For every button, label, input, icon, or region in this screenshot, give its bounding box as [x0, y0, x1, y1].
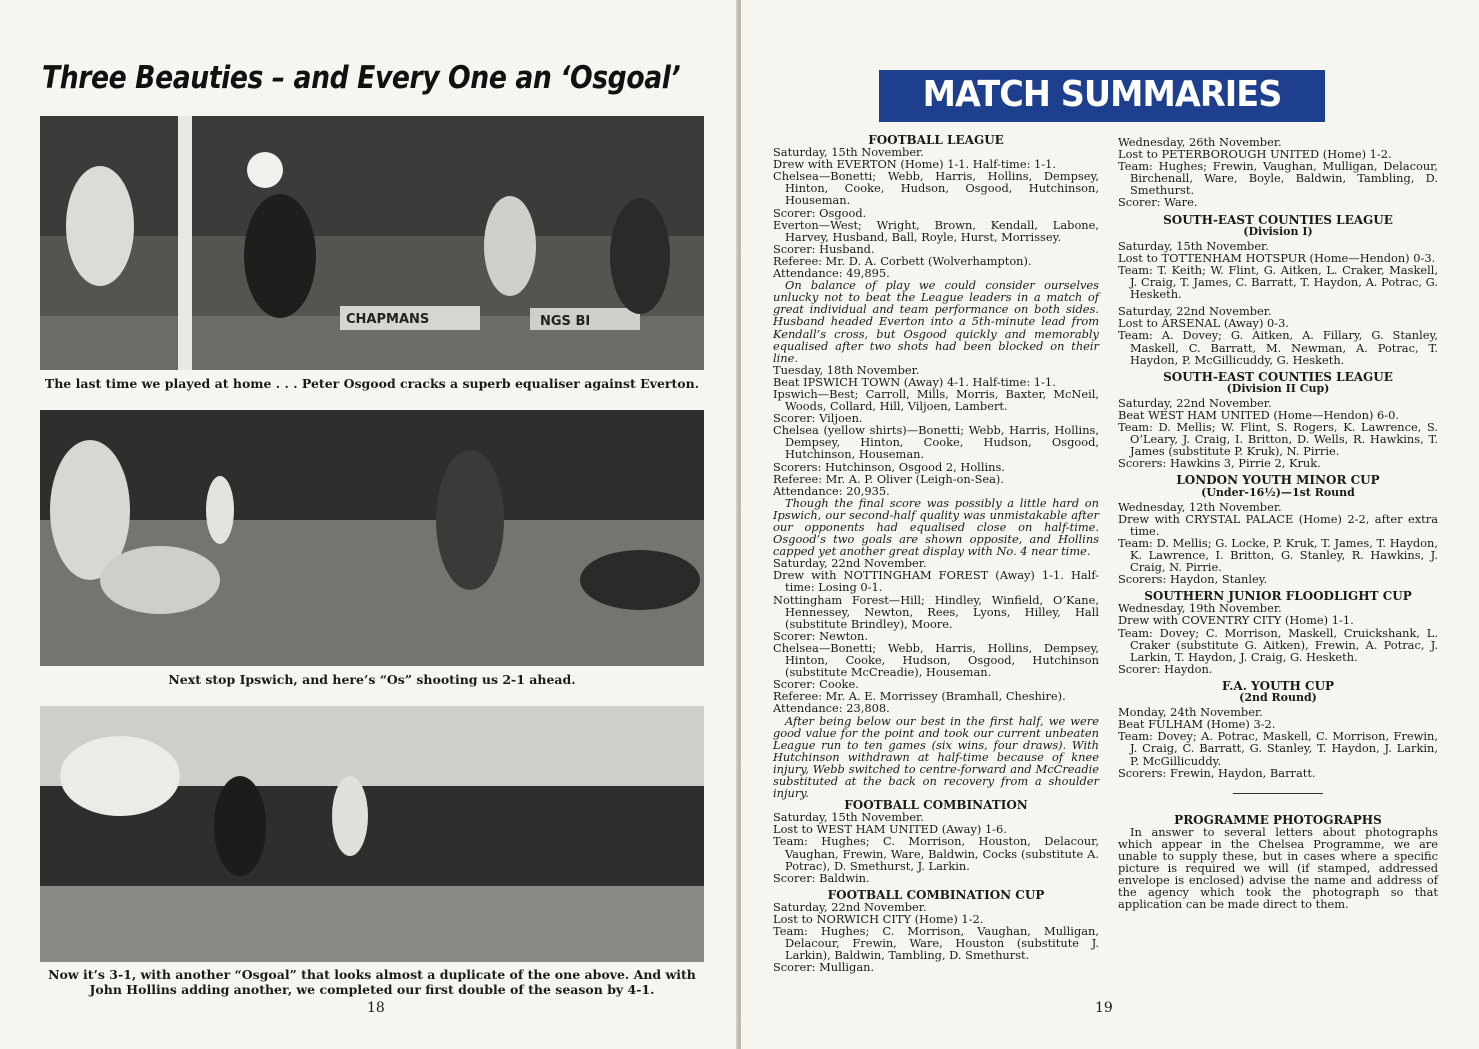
scorer-line: Scorer: Ware. [1118, 195, 1198, 210]
team-line: Team: A. Dovey; G. Aitken, A. Fillary, G. Stanley, Maskell, C. Barratt, M. Newman, A. Potrac, T. Haydon, P. McGillicuddy, G. Hesketh. [1118, 328, 1438, 367]
summaries-column-a [773, 134, 1099, 973]
opponent-scorer-line: Scorer: Husband. [773, 241, 875, 256]
match-date: Saturday, 22nd November. [773, 556, 927, 571]
team-line: Team: Dovey; C. Morrison, Maskell, Cruickshank, L. Craker (substitute G. Aitken), Frewin, A. Potrac, J. Larkin, T. Haydon, J. Craig, G. Hesketh. [1118, 625, 1438, 664]
opponent-team-line: Everton—West; Wright, Brown, Kendall, Labone, Harvey, Husband, Ball, Royle, Hurst, Morrissey. [773, 217, 1099, 244]
notice-body: In answer to several letters about photographs which appear in the Chelsea Programme, we are unable to supply these, but in cases where a specific picture is required we will (if stamped, addressed envelope is enclosed) advise the name and address of the agency which took the photograph so that application can be made direct to them. [1118, 824, 1438, 912]
section-subheading: (2nd Round) [1239, 691, 1317, 705]
team-line: Chelsea—Bonetti; Webb, Harris, Hollins, Dempsey, Hinton, Cooke, Hudson, Osgood, Hutchinson, Houseman. [773, 169, 1099, 208]
opponent-team-line: Ipswich—Best; Carroll, Mills, Morris, Baxter, McNeil, Woods, Collard, Hill, Viljoen, Lambert. [773, 386, 1099, 414]
match-result: Drew with EVERTON (Home) 1-1. Half-time: 1-1. [773, 157, 1057, 172]
section-heading: F.A. YOUTH CUP [1221, 678, 1335, 693]
page-number-left: 18 [367, 1000, 385, 1016]
match-comment: On balance of play we could consider ourselves unlucky not to beat the League leaders in a match of great individual and team performance on both sides. Husband headed Everton into a 5th-minute lead from Kendall’s cross, but Osgood quickly and memorably equalised after two shots had been blocked on their line. [773, 278, 1099, 365]
page-18 [0, 0, 738, 1049]
section-subheading: (Division I) [1243, 224, 1313, 238]
match-date: Saturday, 15th November. [1118, 238, 1269, 253]
section-subheading: (Division II Cup) [1226, 381, 1330, 395]
match-result: Lost to ARSENAL (Away) 0-3. [1118, 316, 1289, 331]
match-result: Lost to PETERBOROUGH UNITED (Home) 1-2. [1118, 147, 1392, 162]
team-line: Team: T. Keith; W. Flint, G. Aitken, L. Craker, Maskell, J. Craig, T. James, C. Barratt, T. Haydon, A. Potrac, G. Hesketh. [1118, 262, 1438, 302]
match-date: Saturday, 22nd November. [1118, 395, 1272, 410]
match-date: Wednesday, 26th November. [1118, 135, 1282, 149]
section-divider [1233, 793, 1323, 794]
opponent-team-line: Nottingham Forest—Hill; Hindley, Winfield, O’Kane, Hennessey, Newton, Rees, Lyons, Hilley, Hall (substitute Brindley), Moore. [773, 592, 1099, 631]
team-line: Team: Hughes; Frewin, Vaughan, Mulligan, Delacour, Birchenall, Ware, Boyle, Baldwin, Tambling, D. Smethurst. [1118, 159, 1438, 198]
summaries-column-b [1118, 136, 1438, 910]
team-line: Chelsea (yellow shirts)—Bonetti; Webb, Harris, Hollins, Dempsey, Hinton, Cooke, Hudson, Osgood, Hutchinson, Houseman. [773, 423, 1099, 462]
attendance-line: Attendance: 23,808. [773, 701, 890, 716]
scorer-line: Scorer: Osgood. [773, 205, 867, 220]
match-result: Drew with CRYSTAL PALACE (Home) 2-2, after extra time. [1118, 511, 1438, 538]
match-date: Saturday, 15th November. [773, 145, 924, 160]
section-heading: LONDON YOUTH MINOR CUP [1176, 473, 1380, 488]
section-heading: SOUTH-EAST COUNTIES LEAGUE [1163, 369, 1393, 384]
scorer-line: Scorers: Frewin, Haydon, Barratt. [1118, 765, 1316, 780]
section-heading: FOOTBALL LEAGUE [868, 133, 1004, 147]
opponent-scorer-line: Scorer: Viljoen. [773, 411, 863, 426]
svg-text:NGS BI: NGS BI [540, 314, 591, 329]
attendance-line: Attendance: 20,935. [773, 483, 890, 498]
team-line: Team: Dovey; A. Potrac, Maskell, C. Morrison, Frewin, J. Craig, C. Barratt, G. Stanley, T. Haydon, J. Larkin, P. McGillicuddy. [1118, 729, 1438, 768]
scorer-line: Scorer: Cooke. [773, 677, 859, 692]
referee-line: Referee: Mr. A. E. Morrissey (Bramhall, Cheshire). [773, 689, 1066, 704]
section-heading: SOUTH-EAST COUNTIES LEAGUE [1163, 212, 1393, 227]
match-result: Lost to TOTTENHAM HOTSPUR (Home—Hendon) 0-3. [1118, 250, 1436, 265]
match-date: Wednesday, 12th November. [1118, 499, 1282, 514]
section-heading: FOOTBALL COMBINATION [844, 798, 1028, 813]
section-subheading: (Under-16½)—1st Round [1201, 485, 1355, 499]
match-summaries-banner [879, 70, 1325, 122]
referee-line: Referee: Mr. A. P. Oliver (Leigh-on-Sea). [773, 471, 1004, 486]
match-date: Monday, 24th November. [1118, 705, 1263, 720]
team-line: Team: Hughes; C. Morrison, Houston, Delacour, Vaughan, Frewin, Ware, Baldwin, Cocks (substitute A. Potrac), D. Smethurst, J. Larkin. [773, 834, 1099, 873]
match-result: Lost to NORWICH CITY (Home) 1-2. [773, 912, 984, 926]
photo-third-goal [40, 706, 704, 962]
match-comment: Though the final score was possibly a little hard on Ipswich, our second-half quality was unmistakable after our opponents had equalised close on half-time. Osgood’s two goals are shown opposite, and Hollins capped yet another great display with No. 4 near time. [773, 495, 1099, 559]
match-date: Saturday, 22nd November. [1118, 304, 1272, 319]
match-date: Tuesday, 18th November. [773, 362, 920, 377]
photo-caption-2: Next stop Ipswich, and here’s “Os” shooting us 2-1 ahead. [168, 672, 576, 687]
scorer-line: Scorers: Hutchinson, Osgood 2, Hollins. [773, 459, 1005, 474]
opponent-scorer-line: Scorer: Newton. [773, 628, 868, 643]
match-result: Lost to WEST HAM UNITED (Away) 1-6. [773, 822, 1007, 837]
section-heading: SOUTHERN JUNIOR FLOODLIGHT CUP [1144, 589, 1412, 604]
match-date: Wednesday, 19th November. [1118, 601, 1282, 616]
scorer-line: Scorer: Haydon. [1118, 661, 1213, 676]
team-line: Chelsea—Bonetti; Webb, Harris, Hollins, Dempsey, Hinton, Cooke, Hudson, Osgood, Hutchinson (substitute McCreadie), Houseman. [773, 640, 1099, 680]
match-date: Saturday, 15th November. [773, 810, 924, 825]
match-result: Beat IPSWICH TOWN (Away) 4-1. Half-time: 1-1. [773, 374, 1056, 389]
scorer-line: Scorer: Baldwin. [773, 870, 870, 885]
attendance-line: Attendance: 49,895. [773, 266, 890, 281]
team-line: Team: D. Mellis; G. Locke, P. Kruk, T. James, T. Haydon, K. Lawrence, I. Britton, G. Stanley, R. Hawkins, J. Craig, N. Pirrie. [1118, 535, 1438, 575]
referee-line: Referee: Mr. D. A. Corbett (Wolverhampton). [773, 253, 1032, 268]
team-line: Team: Hughes; C. Morrison, Vaughan, Mulligan, Delacour, Frewin, Ware, Houston (substitute J. Larkin), Baldwin, Tambling, D. Smethurst. [773, 924, 1099, 963]
photo-osgood-vs-everton [40, 116, 704, 370]
team-line: Team: D. Mellis; W. Flint, S. Rogers, K. Lawrence, S. O’Leary, J. Craig, I. Britton, D. Wells, R. Hawkins, T. James (substitute P. Kruk), N. Pirrie. [1118, 420, 1438, 459]
match-result: Drew with NOTTINGHAM FOREST (Away) 1-1. Half-time: Losing 0-1. [773, 568, 1099, 595]
scorer-line: Scorers: Hawkins 3, Pirrie 2, Kruk. [1118, 456, 1321, 471]
photo-caption-1: The last time we played at home . . . Peter Osgood cracks a superb equaliser against Everton. [44, 376, 700, 391]
section-heading: FOOTBALL COMBINATION CUP [827, 887, 1045, 902]
section-heading: PROGRAMME PHOTOGRAPHS [1174, 812, 1382, 827]
match-comment: After being below our best in the first half, we were good value for the point and took our current unbeaten League run to ten games (six wins, four draws). With Hutchinson withdrawn at half-time because of knee injury, Webb switched to centre-forward and McCreadie substituted at the back on recovery from a shoulder injury. [773, 713, 1099, 801]
match-date: Saturday, 22nd November. [773, 899, 927, 914]
page-headline: Three Beauties – and Every One an ‘Osgoal’ [42, 60, 681, 96]
scorer-line: Scorers: Haydon, Stanley. [1118, 572, 1268, 587]
scorer-line: Scorer: Mulligan. [773, 960, 875, 975]
photo-caption-3: Now it’s 3-1, with another “Osgoal” that looks almost a duplicate of the one above. And with John Hollins adding another, we completed our first double of the season by 4-1. [48, 967, 696, 997]
match-result: Beat WEST HAM UNITED (Home—Hendon) 6-0. [1118, 407, 1400, 422]
match-result: Beat FULHAM (Home) 3-2. [1118, 717, 1276, 732]
page-number-right: 19 [1095, 1000, 1113, 1016]
svg-text:CHAPMANS: CHAPMANS [346, 312, 430, 327]
photo-ipswich-goal [40, 410, 704, 666]
page-19 [741, 0, 1479, 1049]
match-result: Drew with COVENTRY CITY (Home) 1-1. [1118, 613, 1354, 628]
banner-title: MATCH SUMMARIES [922, 74, 1282, 115]
